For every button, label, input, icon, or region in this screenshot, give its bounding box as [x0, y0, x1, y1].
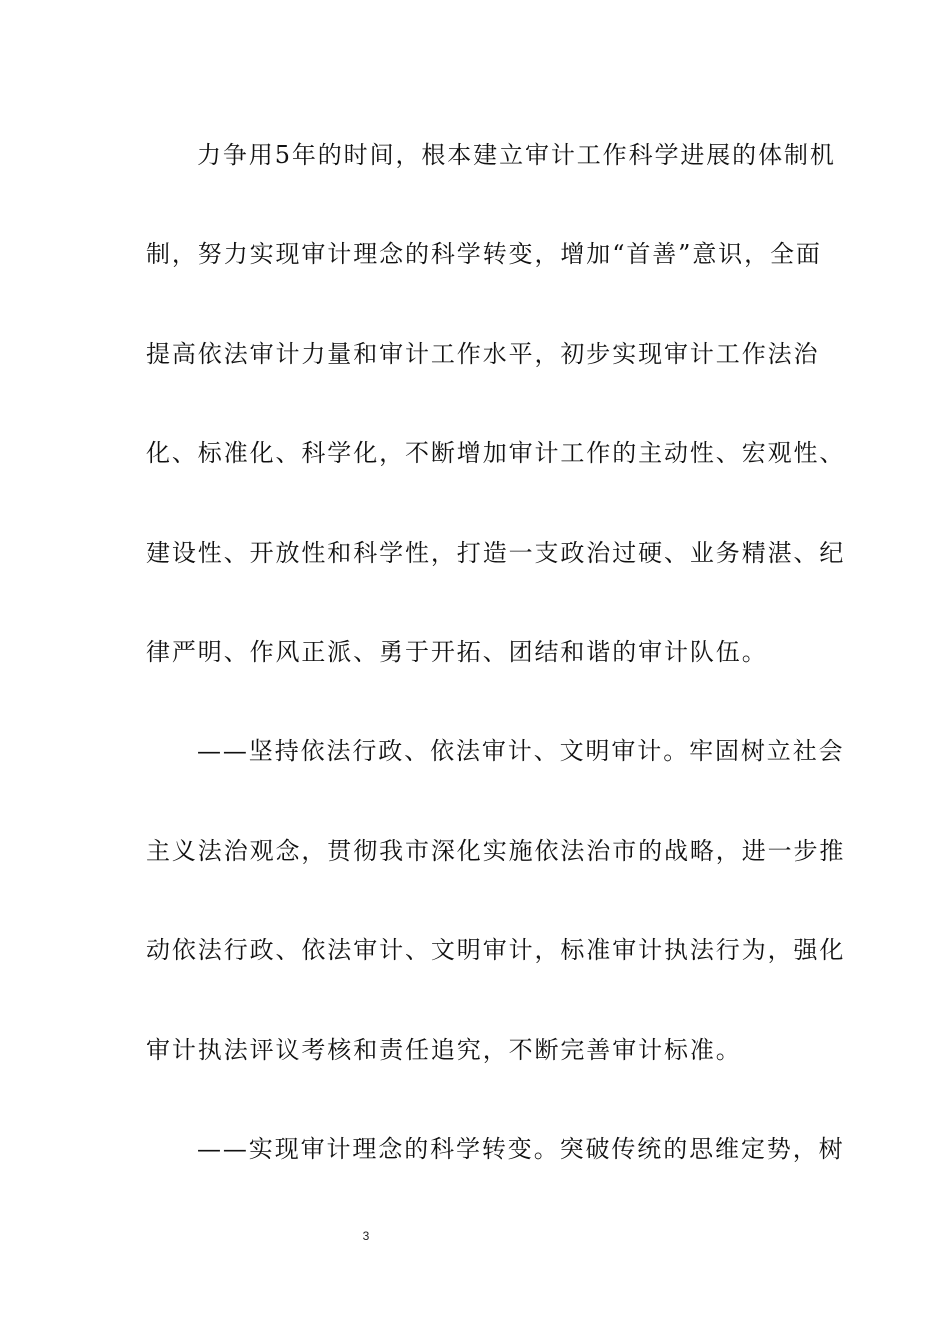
paragraph-line-7: ——坚持依法行政、依法审计、文明审计。牢固树立社会	[197, 737, 845, 765]
paragraph-line-9: 动依法行政、依法审计、文明审计，标准审计执法行为，强化	[146, 936, 846, 964]
paragraph-line-5: 建设性、开放性和科学性，打造一支政治过硬、业务精湛、纪	[146, 539, 846, 567]
paragraph-line-6: 律严明、作风正派、勇于开拓、团结和谐的审计队伍。	[146, 638, 768, 666]
paragraph-line-8: 主义法治观念，贯彻我市深化实施依法治市的战略，进一步推	[146, 837, 846, 865]
paragraph-line-10: 审计执法评议考核和责任追究，不断完善审计标准。	[146, 1036, 742, 1064]
page-number: 3	[362, 1229, 370, 1243]
paragraph-line-4: 化、标准化、科学化，不断增加审计工作的主动性、宏观性、	[146, 439, 846, 467]
paragraph-line-3: 提高依法审计力量和审计工作水平，初步实现审计工作法治	[146, 340, 820, 368]
paragraph-line-2: 制，努力实现审计理念的科学转变，增加“首善”意识，全面	[146, 240, 822, 268]
paragraph-line-11: ——实现审计理念的科学转变。突破传统的思维定势，树	[197, 1135, 845, 1163]
paragraph-line-1: 力争用5年的时间，根本建立审计工作科学进展的体制机	[197, 141, 836, 169]
